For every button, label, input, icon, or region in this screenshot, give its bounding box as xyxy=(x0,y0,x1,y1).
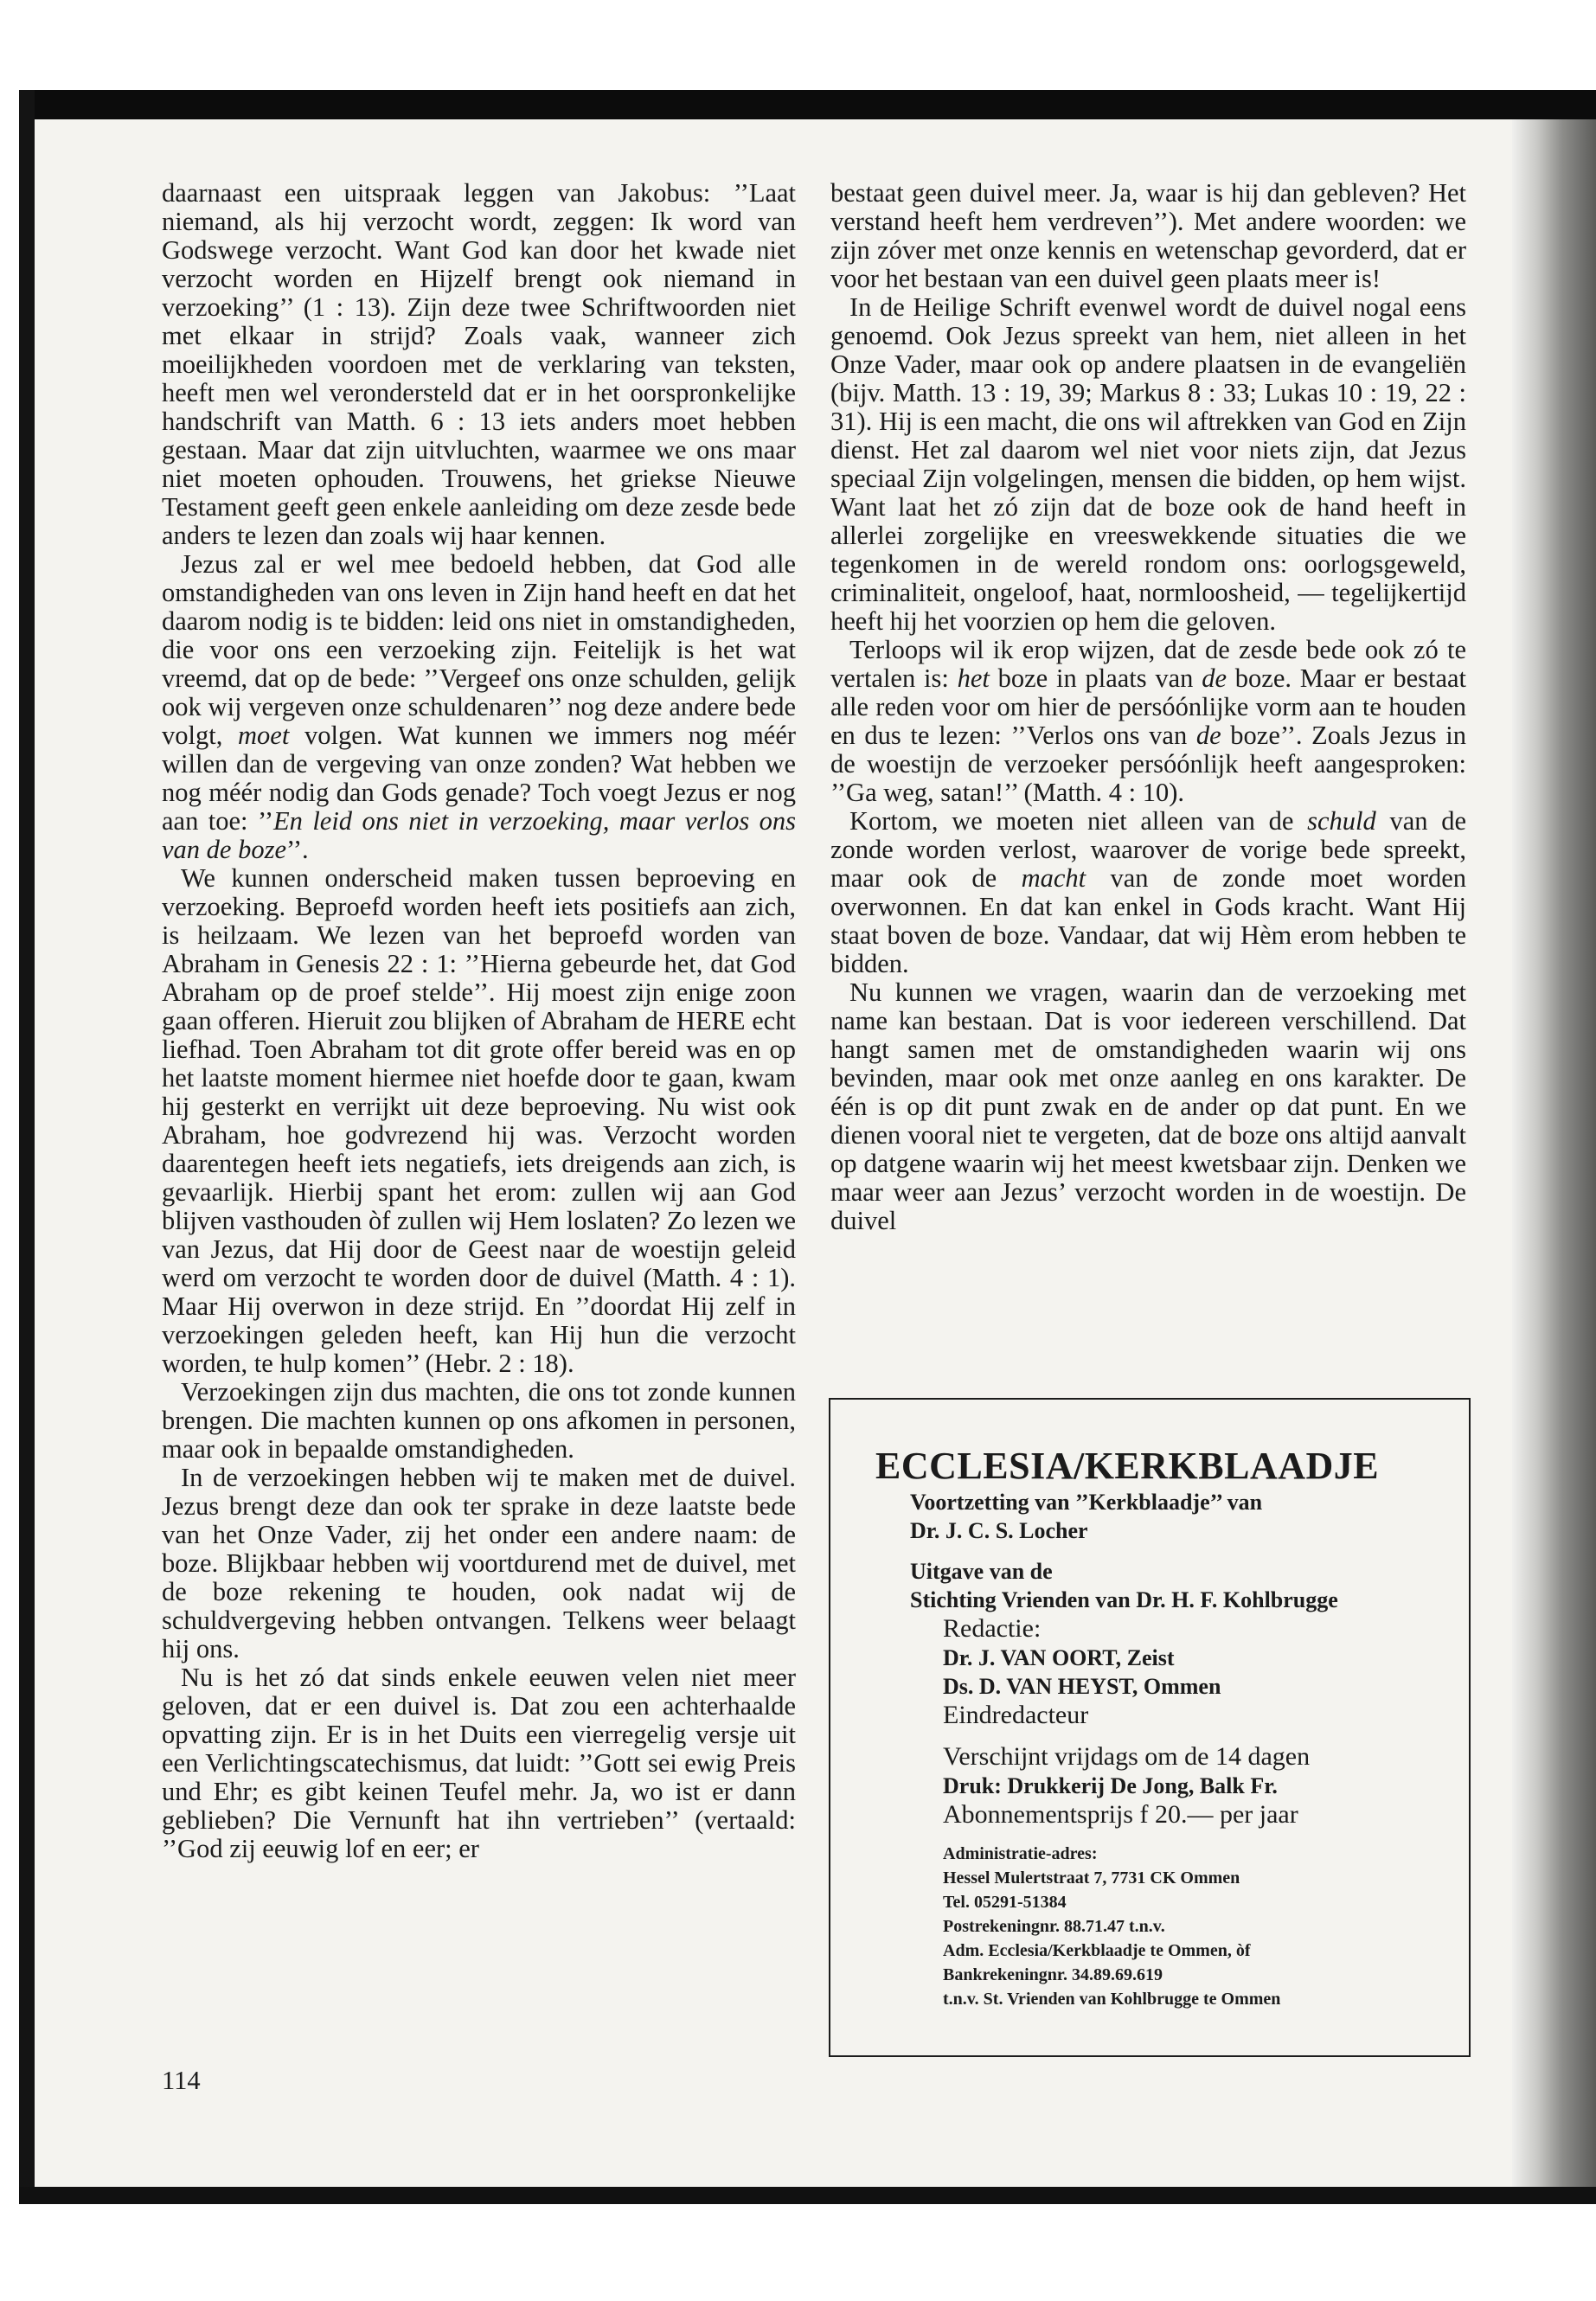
colophon-postbank: Postrekeningnr. 88.71.47 t.n.v. xyxy=(943,1917,1165,1936)
colophon-admin-address: Hessel Mulertstraat 7, 7731 CK Ommen xyxy=(943,1868,1240,1888)
paragraph: Terloops wil ik erop wijzen, dat de zesde bede ook zó te vertalen is: het boze in plaats van de boze. Maar er bestaat alle reden voor om hier de persóónlijke vorm aan te houden en dus te lezen: ’’Verlos ons van de boze’’. Zoals Jezus in de woestijn de verzoeker persóónlijk heeft aangesproken: ’’Ga weg, satan!’’ (Matth. 4 : 10). xyxy=(830,635,1467,807)
paragraph: daarnaast een uitspraak leggen van Jakobus: ’’Laat niemand, als hij verzocht wordt, zeggen: Ik word van Godswege verzocht. Want God kan door het kwade niet verzocht worden en Hijzelf brengt ook niemand in verzoeking’’ (1 : 13). Zijn deze twee Schriftwoorden niet met elkaar in strijd? Zoals vaak, wanneer zich moeilijkheden voordoen met de verklaring van teksten, heeft men wel verondersteld dat er in het oorspronkelijke handschrift van Matth. 6 : 13 iets anders moet hebben gestaan. Maar dat zijn uitvluchten, waarmee we ons maar niet moeten ophouden. Trouwens, het griekse Nieuwe Testament geeft geen enkele aanleiding om deze zesde bede anders te lezen dan zoals wij haar kennen. xyxy=(162,178,796,550)
colophon-redactie-label: Redactie: xyxy=(943,1614,1042,1643)
scan-left-border xyxy=(19,90,35,2202)
colophon-title: ECCLESIA/KERKBLAADJE xyxy=(875,1445,1380,1487)
scan-bottom-border xyxy=(19,2187,1596,2204)
scan-top-border xyxy=(19,90,1596,119)
colophon-frequency: Verschijnt vrijdags om de 14 dagen xyxy=(943,1742,1311,1771)
paragraph: bestaat geen duivel meer. Ja, waar is hij dan gebleven? Het verstand heeft hem verdreven’’). Met andere woorden: we zijn zóver met onze kennis en wetenschap gevorderd, dat er voor het bestaan van een duivel geen plaats meer is! xyxy=(830,178,1466,293)
colophon-editor: Ds. D. VAN HEYST, Ommen xyxy=(943,1674,1221,1699)
paragraph: Jezus zal er wel mee bedoeld hebben, dat God alle omstandigheden van ons leven in Zijn hand heeft en dat het daarom nodig is te bidden: leid ons niet in omstandigheden, die voor ons een verzoeking zijn. Feitelijk is het wat vreemd, dat op de bede: ’’Vergeef ons onze schulden, gelijk ook wij vergeven onze schuldenaren’’ nog deze andere bede volgt, moet volgen. Wat kunnen we immers nog méér willen dan de vergeving van onze zonden? Wat hebben we nog méér nodig dan Gods genade? Toch voegt Jezus er nog aan toe: ’’En leid ons niet in verzoeking, maar verlos ons van de boze’’. xyxy=(162,549,797,864)
colophon-subscription: Abonnementsprijs f 20.— per jaar xyxy=(943,1800,1298,1829)
colophon-bank-holder: t.n.v. St. Vrienden van Kohlbrugge te Ommen xyxy=(943,1990,1281,2009)
colophon-printer: Druk: Drukkerij De Jong, Balk Fr. xyxy=(943,1773,1278,1798)
paragraph: Verzoekingen zijn dus machten, die ons tot zonde kunnen brengen. Die machten kunnen op ons afkomen in personen, maar ook in bepaalde omstandigheden. xyxy=(162,1377,796,1464)
colophon-bank: Bankrekeningnr. 34.89.69.619 xyxy=(943,1965,1163,1984)
paragraph: Kortom, we moeten niet alleen van de schuld van de zonde worden verlost, waarover de vorige bede spreekt, maar ook de macht van de zonde moet worden overwonnen. En dat kan enkel in Gods kracht. Want Hij staat boven de boze. Vandaar, dat wij Hèm erom hebben te bidden. xyxy=(830,806,1467,978)
colophon-publisher: Stichting Vrienden van Dr. H. F. Kohlbrugge xyxy=(910,1587,1338,1612)
colophon-adm-name: Adm. Ecclesia/Kerkblaadje te Ommen, òf xyxy=(943,1941,1251,1960)
right-text-column xyxy=(830,179,1466,1235)
binding-shadow xyxy=(1512,90,1596,2204)
colophon-admin-label: Administratie-adres: xyxy=(943,1844,1098,1863)
colophon-eindredacteur: Eindredacteur xyxy=(943,1701,1089,1729)
colophon-subtitle: Dr. J. C. S. Locher xyxy=(910,1518,1088,1543)
paragraph: Nu is het zó dat sinds enkele eeuwen velen niet meer geloven, dat er een duivel is. Dat zou een achterhaalde opvatting zijn. Er is in het Duits een vierregelig versje uit een Verlichtingscatechismus, dat luidt: ’’Gott sei ewig Preis und Ehr; es gibt keinen Teufel mehr. Ja, wo ist er dann geblieben? Die Vernunft hat ihn vertrieben’’ (vertaald: ’’God zij eeuwig lof en eer; er xyxy=(162,1663,796,1863)
paragraph: In de verzoekingen hebben wij te maken met de duivel. Jezus brengt deze dan ook ter sprake in deze laatste bede van het Onze Vader, zij het onder een andere naam: de boze. Blijkbaar hebben wij voortdurend met de duivel, met de boze rekening te houden, ook nadat wij de schuldvergeving hebben ontvangen. Telkens weer belaagt hij ons. xyxy=(162,1463,796,1663)
colophon-subtitle: Voortzetting van ’’Kerkblaadje’’ van xyxy=(910,1490,1263,1515)
colophon-publisher: Uitgave van de xyxy=(910,1559,1053,1584)
colophon-editor: Dr. J. VAN OORT, Zeist xyxy=(943,1645,1175,1670)
paragraph: In de Heilige Schrift evenwel wordt de duivel nogal eens genoemd. Ook Jezus spreekt van hem, niet alleen in het Onze Vader, maar ook op andere plaatsen in de evangeliën (bijv. Matth. 13 : 19, 39; Markus 8 : 33; Lukas 10 : 19, 22 : 31). Hij is een macht, die ons wil aftrekken van God en Zijn dienst. Het zal daarom wel niet voor niets zijn, dat Jezus speciaal Zijn volgelingen, mensen die bidden, op hem wijst. Want laat het zó zijn dat de boze ook de hand heeft in allerlei zorgelijke en vreeswekkende situaties die we tegenkomen in de wereld rondom ons: oorlogsgeweld, criminaliteit, ongeloof, haat, normloosheid, — tegelijkertijd heeft hij het voorzien op hem die geloven. xyxy=(830,292,1466,636)
left-text-column xyxy=(162,179,796,1863)
paragraph: We kunnen onderscheid maken tussen beproeving en verzoeking. Beproefd worden heeft iets positiefs aan zich, is heilzaam. We lezen van het beproefd worden van Abraham in Genesis 22 : 1: ’’Hierna gebeurde het, dat God Abraham op de proef stelde’’. Hij moest zijn enige zoon gaan offeren. Hieruit zou blijken of Abraham de HERE echt liefhad. Toen Abraham tot dit grote offer bereid was en op het laatste moment hiermee niet hoefde door te gaan, kwam hij gesterkt en verrijkt uit deze beproeving. Nu wist ook Abraham, hoe godvrezend hij was. Verzocht worden daarentegen heeft iets negatiefs, iets dreigends aan zich, is gevaarlijk. Hierbij spant het erom: zullen wij aan God blijven vasthouden òf zullen wij Hem loslaten? Zo lezen we van Jezus, dat Hij door de Geest naar de woestijn geleid werd om verzocht te worden door de duivel (Matth. 4 : 1). Maar Hij overwon in deze strijd. En ’’doordat Hij zelf in verzoekingen geleden heeft, kan Hij hun die verzocht worden, te hulp komen’’ (Hebr. 2 : 18). xyxy=(162,863,796,1378)
paragraph: Nu kunnen we vragen, waarin dan de verzoeking met name kan bestaan. Dat is voor iedereen verschillend. Dat hangt samen met de omstandigheden waarin wij ons bevinden, maar ook met onze aanleg en ons karakter. De één is op dit punt zwak en de ander op dat punt. En we dienen vooral niet te vergeten, dat de boze ons altijd aanvalt op datgene waarin wij het meest kwetsbaar zijn. Denken we maar weer aan Jezus’ verzocht worden in de woestijn. De duivel xyxy=(830,977,1466,1235)
page-number: 114 xyxy=(162,2066,201,2095)
colophon-box xyxy=(829,1398,1471,2057)
colophon-phone: Tel. 05291-51384 xyxy=(943,1893,1067,1912)
